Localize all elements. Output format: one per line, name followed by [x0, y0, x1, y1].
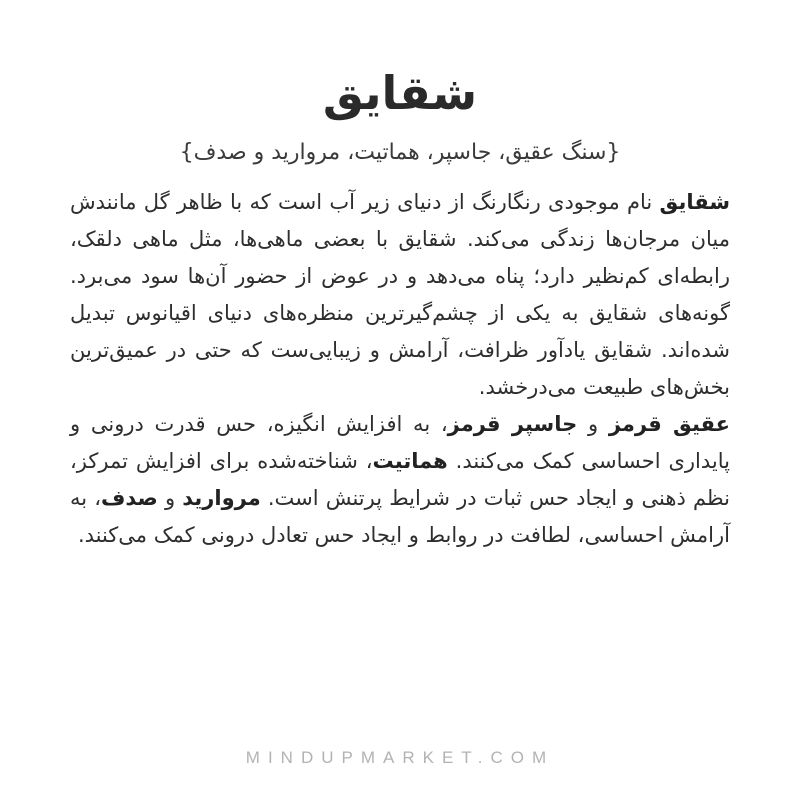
paragraph-intro — [70, 184, 730, 406]
lead-term: شقایق — [659, 190, 730, 215]
stone-term-jasper: جاسپر قرمز — [447, 412, 578, 437]
page-content — [70, 66, 731, 750]
stone-term-shell: صدف — [101, 486, 158, 511]
page-title: شقایق — [322, 66, 478, 120]
stones-text-1: و — [577, 412, 609, 437]
stones-text-2: ، به افزایش انگیزه، حس قدرت درونی و پایداری احساسی کمک می‌کنند. — [70, 412, 731, 474]
paragraph-stones — [70, 406, 730, 554]
paragraph-intro-text: نام موجودی رنگارنگ از دنیای زیر آب است که با ظاهر گل مانندش میان مرجان‌ها زندگی می‌کند. شقایق با بعضی ماهی‌ها، مثل ماهی دلقک، رابطه‌ای کم‌نظیر دارد؛ پناه می‌دهد و در عوض از حضور آن‌ها سود می‌برد. گونه‌های شقایق به یکی از چشم‌گیرترین منظره‌های دنیای اقیانوس تبدیل شده‌اند. شقایق یادآور ظرافت، آرامش و زیبایی‌ست که حتی در عمیق‌ترین بخش‌های طبیعت می‌درخشد. — [70, 190, 730, 400]
stone-term-pearl: مروارید — [182, 486, 261, 511]
stones-text-4: و — [157, 486, 183, 511]
page-subtitle: {سنگ عقیق، جاسپر، هماتیت، مروارید و صدف} — [179, 140, 621, 165]
article-body — [70, 184, 730, 554]
stone-term-hematite: هماتیت — [372, 449, 448, 474]
footer-website: MINDUPMARKET.COM — [245, 748, 555, 767]
stones-text-3: ، شناخته‌شده برای افزایش تمرکز، نظم ذهنی و ایجاد حس ثبات در شرایط پرتنش است. — [70, 449, 731, 511]
stones-text-5: ، به آرامش احساسی، لطافت در روابط و ایجاد حس تعادل درونی کمک می‌کنند. — [70, 486, 730, 548]
stone-term-agate: عقیق قرمز — [608, 412, 731, 437]
